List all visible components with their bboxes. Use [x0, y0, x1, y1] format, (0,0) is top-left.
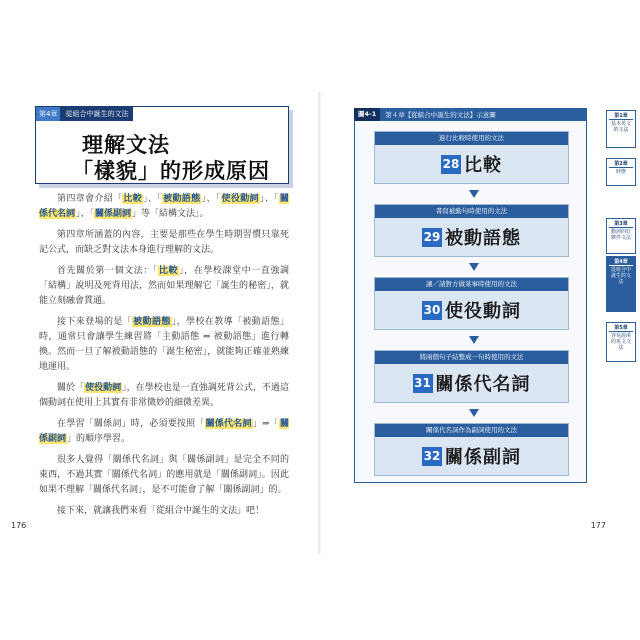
paragraph-text: 在學習「關係詞」時，必須要按照「	[57, 419, 205, 429]
highlighted-term: 使役動詞	[221, 194, 259, 204]
highlighted-term: 被動語態	[163, 194, 201, 204]
paragraph-text: 」等「結構文法」。	[132, 209, 209, 219]
chapter-tab	[606, 218, 636, 254]
step-label: 關係代名詞作為副詞使用的文法	[375, 424, 568, 437]
chapter-tab-label: 從組合中誕生的文法	[610, 267, 631, 285]
paragraph-text: 很多人覺得「關係代名詞」與「關係副詞」是完全不同的東西，不過其實「關係代名詞」的應用就是「關係副詞」。因此如果不理解「關係代名詞」，是不可能會了解「關係副詞」的。	[39, 455, 289, 495]
paragraph-text: 接下來，就讓我們來看「從組合中誕生的文法」吧！	[57, 506, 265, 516]
paragraph-text: 」、「	[201, 194, 221, 204]
page-number-left: 176	[11, 521, 27, 530]
body-paragraph	[39, 192, 289, 222]
step-main	[375, 443, 568, 469]
step-main	[375, 224, 568, 250]
page-title-line-2: 「樣貌」的形成原因	[72, 159, 270, 183]
highlighted-term: 關係副詞	[95, 209, 132, 219]
highlighted-term: 比較	[123, 194, 143, 204]
paragraph-text: 第四章所涵蓋的內容，主要是那些在學生時期習慣只靠死記公式，而缺乏對文法本身進行理解的文法。	[39, 230, 289, 255]
paragraph-text: 關於「	[57, 383, 85, 393]
step-main	[375, 370, 568, 396]
step-label: 將兩個句子結整成一句時使用的文法	[375, 351, 568, 364]
paragraph-text: 」，學校在教導「被動語態」時，通常只會讓學生練習將「主動語態 ⇔ 被動語態」進行轉換。然而一旦了解被動語態的「誕生秘密」，就能夠正確並熟練地運用。	[39, 317, 289, 372]
chapter-title-box	[35, 106, 289, 184]
page-title-line-1: 理解文法	[82, 133, 170, 157]
flow-step	[374, 423, 569, 476]
paragraph-text: 第四章會介紹「	[57, 194, 123, 204]
flow-step	[374, 204, 569, 257]
left-page	[5, 88, 315, 558]
chapter-tab	[606, 322, 636, 362]
down-arrow-icon	[469, 336, 479, 344]
step-title: 關係代名詞	[435, 374, 531, 395]
paragraph-text: 」的順序學習。	[67, 434, 131, 444]
body-text	[39, 192, 289, 525]
body-paragraph	[39, 228, 289, 258]
body-paragraph	[39, 453, 289, 498]
body-paragraph	[39, 381, 289, 411]
highlighted-term: 被動語態	[133, 317, 171, 327]
chapter-number: 第4章	[36, 107, 60, 121]
step-number-badge: 29	[422, 228, 442, 247]
chapter-tab-label: 基本英文的文法	[610, 121, 631, 133]
step-label: 讓／請對方做某事時使用的文法	[375, 278, 568, 291]
right-page	[324, 88, 636, 558]
chapter-tab-label: 容易混淆的英文文法	[610, 333, 631, 351]
highlighted-term: 關係代名詞	[205, 419, 252, 429]
highlighted-term: 比較	[158, 266, 179, 276]
step-label: 書寫被動句時使用的文法	[375, 205, 568, 218]
chapter-tag	[36, 107, 133, 121]
paragraph-text: 」，在學校課堂中一直強調「結構」說明及死背用法，然而如果理解它「誕生的秘密」，就能立刻融會貫通。	[39, 266, 289, 306]
paragraph-text: 首先關於第一個文法：「	[57, 266, 158, 276]
figure-header	[354, 108, 587, 121]
highlighted-term: 使役動詞	[85, 383, 122, 393]
step-title: 使役動詞	[445, 301, 521, 322]
book-gutter	[318, 92, 321, 554]
body-paragraph	[39, 315, 289, 375]
page-number-right: 177	[590, 521, 606, 530]
chapter-tab-number: 第3章	[609, 221, 633, 228]
step-number-badge: 31	[413, 374, 433, 393]
chapter-tab-number: 第2章	[609, 161, 633, 168]
step-main	[375, 151, 568, 177]
step-label: 進行比較時使用的文法	[375, 132, 568, 145]
step-title: 比較	[464, 155, 502, 176]
chapter-tab	[606, 158, 636, 186]
down-arrow-icon	[469, 263, 479, 271]
body-paragraph	[39, 504, 289, 519]
paragraph-text: 接下來登場的是「	[57, 317, 133, 327]
step-number-badge: 28	[441, 155, 461, 174]
flow-step	[374, 277, 569, 330]
highlighted-term: 關係代名詞	[39, 194, 289, 219]
body-paragraph	[39, 417, 289, 447]
paragraph-text: 」、「	[76, 209, 95, 219]
highlighted-term: 關係副詞	[39, 419, 289, 444]
figure-diagram	[354, 108, 587, 483]
figure-label: 圖4-1	[354, 108, 380, 121]
figure-caption: 第４章【從組合中誕生的文法】示意圖	[385, 111, 496, 119]
chapter-tab	[606, 110, 636, 148]
paragraph-text: 」⇒「	[252, 419, 279, 429]
chapter-tab-number: 第1章	[609, 113, 633, 120]
chapter-tab-number: 第4章	[609, 259, 633, 266]
chapter-tab-label: 動詞的好夥伴文法	[610, 229, 631, 241]
paragraph-text: 」，在學校也是一直強調死背公式，不過這個動詞在使用上其實有非常微妙的細微差異。	[39, 383, 289, 408]
flow-step	[374, 350, 569, 403]
chapter-tab	[606, 256, 636, 312]
body-paragraph	[39, 264, 289, 309]
step-number-badge: 30	[422, 301, 442, 320]
step-main	[375, 297, 568, 323]
step-number-badge: 32	[422, 447, 442, 466]
down-arrow-icon	[469, 190, 479, 198]
paragraph-text: 」、「	[259, 194, 279, 204]
step-title: 關係副詞	[445, 447, 521, 468]
chapter-tab-label: 時態	[615, 169, 626, 175]
flow-step	[374, 131, 569, 184]
chapter-name: 從組合中誕生的文法	[65, 110, 129, 118]
chapter-tab-number: 第5章	[609, 325, 633, 332]
step-title: 被動語態	[445, 228, 521, 249]
down-arrow-icon	[469, 409, 479, 417]
paragraph-text: 」、「	[143, 194, 163, 204]
